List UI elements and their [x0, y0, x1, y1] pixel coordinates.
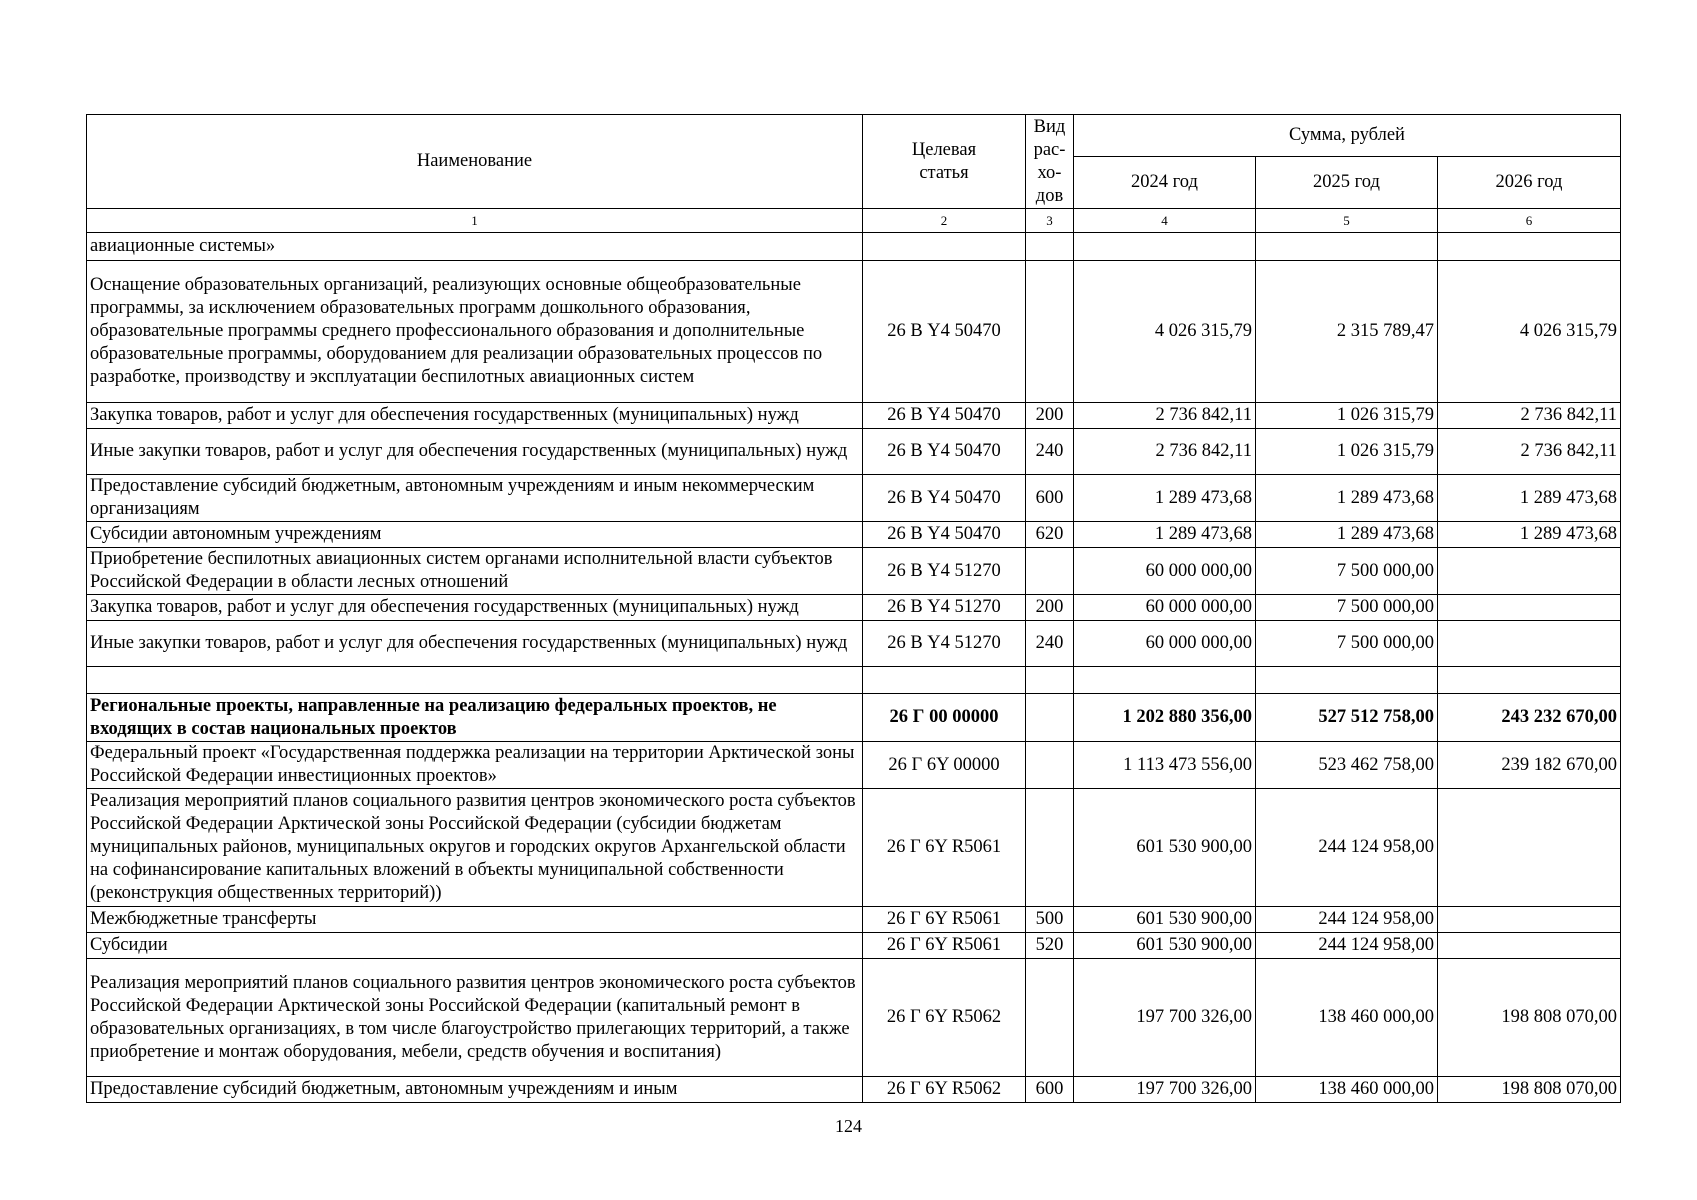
header-name: Наименование [87, 115, 863, 209]
row-target-article: 26 В Y4 50470 [863, 522, 1026, 548]
table-row [87, 522, 1621, 548]
row-sum-2026: 2 736 842,11 [1438, 429, 1621, 475]
row-name: Оснащение образовательных организаций, реализующих основные общеобразовательные программы, за исключением образовательных программ дошкольного образования, образовательные программы среднего профессионального образования и дополнительные образовательные программы, оборудованием для реализации образовательных процессов по разработке, производству и эксплуатации беспилотных авиационных систем [87, 261, 863, 403]
table-row [87, 742, 1621, 789]
row-sum-2024: 60 000 000,00 [1074, 595, 1256, 621]
row-target-article: 26 Г 6Y R5061 [863, 907, 1026, 933]
row-sum-2025 [1256, 233, 1438, 261]
row-sum-2025: 7 500 000,00 [1256, 595, 1438, 621]
row-sum-2026 [1438, 933, 1621, 959]
table-row [87, 907, 1621, 933]
table-row [87, 261, 1621, 403]
row-name: Закупка товаров, работ и услуг для обеспечения государственных (муниципальных) нужд [87, 595, 863, 621]
row-name: Реализация мероприятий планов социального развития центров экономического роста субъектов Российской Федерации Арктической зоны Российской Федерации (субсидии бюджетам муниципальных районов, муниципальных округов и городских округов Архангельской области на софинансирование капитальных вложений в объекты муниципальной собственности (реконструкция общественных территорий)) [87, 789, 863, 907]
table-row [87, 667, 1621, 694]
row-sum-2026 [1438, 595, 1621, 621]
row-name [87, 667, 863, 694]
row-target-article: 26 В Y4 50470 [863, 403, 1026, 429]
row-target-article: 26 Г 6Y R5062 [863, 1077, 1026, 1103]
row-sum-2025: 7 500 000,00 [1256, 621, 1438, 667]
row-target-article: 26 Г 6Y R5062 [863, 959, 1026, 1077]
header-target-line2: статья [919, 162, 969, 183]
row-expense-kind: 240 [1026, 621, 1074, 667]
row-sum-2024: 601 530 900,00 [1074, 933, 1256, 959]
table-row [87, 933, 1621, 959]
row-target-article: 26 В Y4 50470 [863, 429, 1026, 475]
row-sum-2024: 1 202 880 356,00 [1074, 694, 1256, 742]
row-sum-2025: 527 512 758,00 [1256, 694, 1438, 742]
row-sum-2025: 244 124 958,00 [1256, 789, 1438, 907]
row-sum-2025: 138 460 000,00 [1256, 959, 1438, 1077]
row-name: Межбюджетные трансферты [87, 907, 863, 933]
table-row [87, 621, 1621, 667]
row-sum-2024: 2 736 842,11 [1074, 403, 1256, 429]
row-sum-2024: 601 530 900,00 [1074, 907, 1256, 933]
row-sum-2024: 2 736 842,11 [1074, 429, 1256, 475]
row-expense-kind: 520 [1026, 933, 1074, 959]
table-row [87, 1077, 1621, 1103]
row-target-article [863, 233, 1026, 261]
row-target-article: 26 Г 6Y 00000 [863, 742, 1026, 789]
page-number: 124 [835, 1116, 862, 1136]
row-sum-2024 [1074, 233, 1256, 261]
row-expense-kind [1026, 959, 1074, 1077]
row-target-article: 26 Г 6Y R5061 [863, 933, 1026, 959]
row-sum-2025: 523 462 758,00 [1256, 742, 1438, 789]
row-expense-kind: 600 [1026, 1077, 1074, 1103]
row-target-article: 26 В Y4 51270 [863, 548, 1026, 595]
row-sum-2024: 60 000 000,00 [1074, 548, 1256, 595]
row-sum-2026: 2 736 842,11 [1438, 403, 1621, 429]
row-name: Региональные проекты, направленные на реализацию федеральных проектов, не входящих в состав национальных проектов [87, 694, 863, 742]
column-number: 2 [863, 209, 1026, 233]
row-sum-2024: 1 289 473,68 [1074, 522, 1256, 548]
budget-table [86, 114, 1621, 1103]
table-row [87, 403, 1621, 429]
row-sum-2026: 243 232 670,00 [1438, 694, 1621, 742]
row-expense-kind [1026, 694, 1074, 742]
row-name: Реализация мероприятий планов социального развития центров экономического роста субъектов Российской Федерации Арктической зоны Российской Федерации (капитальный ремонт в образовательных организациях, в том числе благоустройство прилегающих территорий, а также приобретение и монтаж оборудования, мебели, средств обучения и воспитания) [87, 959, 863, 1077]
column-number-row [87, 209, 1621, 233]
table-row [87, 233, 1621, 261]
header-year-2024: 2024 год [1074, 157, 1256, 209]
row-expense-kind: 620 [1026, 522, 1074, 548]
row-sum-2025: 1 289 473,68 [1256, 522, 1438, 548]
header-kind-line: дов [1035, 185, 1064, 206]
budget-table-container [86, 114, 1620, 1103]
row-sum-2026: 198 808 070,00 [1438, 1077, 1621, 1103]
header-target-article [863, 115, 1026, 209]
row-sum-2024: 197 700 326,00 [1074, 1077, 1256, 1103]
row-expense-kind [1026, 233, 1074, 261]
row-target-article: 26 Г 00 00000 [863, 694, 1026, 742]
row-sum-2024: 197 700 326,00 [1074, 959, 1256, 1077]
table-row [87, 694, 1621, 742]
row-sum-2026 [1438, 621, 1621, 667]
row-name: Субсидии автономным учреждениям [87, 522, 863, 548]
row-sum-2025: 244 124 958,00 [1256, 907, 1438, 933]
header-year-2025: 2025 год [1256, 157, 1438, 209]
row-expense-kind: 240 [1026, 429, 1074, 475]
row-sum-2026: 1 289 473,68 [1438, 522, 1621, 548]
row-target-article: 26 В Y4 50470 [863, 475, 1026, 522]
table-row [87, 475, 1621, 522]
row-name: Закупка товаров, работ и услуг для обеспечения государственных (муниципальных) нужд [87, 403, 863, 429]
row-name: Субсидии [87, 933, 863, 959]
column-number: 4 [1074, 209, 1256, 233]
row-sum-2025: 244 124 958,00 [1256, 933, 1438, 959]
row-name: Иные закупки товаров, работ и услуг для обеспечения государственных (муниципальных) нужд [87, 429, 863, 475]
table-body [87, 233, 1621, 1103]
column-number: 6 [1438, 209, 1621, 233]
row-sum-2026 [1438, 233, 1621, 261]
row-expense-kind: 500 [1026, 907, 1074, 933]
row-expense-kind: 200 [1026, 403, 1074, 429]
row-sum-2026 [1438, 789, 1621, 907]
row-expense-kind: 200 [1026, 595, 1074, 621]
row-sum-2025: 1 026 315,79 [1256, 403, 1438, 429]
table-row [87, 429, 1621, 475]
row-name: Иные закупки товаров, работ и услуг для обеспечения государственных (муниципальных) нужд [87, 621, 863, 667]
header-kind-line: Вид [1033, 116, 1066, 137]
header-sum: Сумма, рублей [1074, 115, 1621, 157]
row-sum-2025 [1256, 667, 1438, 694]
row-name: Предоставление субсидий бюджетным, автономным учреждениям и иным [87, 1077, 863, 1103]
row-target-article: 26 В Y4 50470 [863, 261, 1026, 403]
row-sum-2024: 1 113 473 556,00 [1074, 742, 1256, 789]
row-expense-kind [1026, 261, 1074, 403]
column-number: 1 [87, 209, 863, 233]
row-sum-2026: 1 289 473,68 [1438, 475, 1621, 522]
row-target-article: 26 В Y4 51270 [863, 621, 1026, 667]
row-sum-2024 [1074, 667, 1256, 694]
row-sum-2024: 601 530 900,00 [1074, 789, 1256, 907]
table-row [87, 789, 1621, 907]
header-target-line1: Целевая [911, 139, 977, 160]
row-sum-2026 [1438, 907, 1621, 933]
row-expense-kind: 600 [1026, 475, 1074, 522]
row-name: Предоставление субсидий бюджетным, автономным учреждениям и иным некоммерческим организациям [87, 475, 863, 522]
row-sum-2025: 7 500 000,00 [1256, 548, 1438, 595]
header-year-2026: 2026 год [1438, 157, 1621, 209]
row-sum-2026: 198 808 070,00 [1438, 959, 1621, 1077]
row-sum-2024: 1 289 473,68 [1074, 475, 1256, 522]
header-expense-kind [1026, 115, 1074, 209]
row-sum-2026 [1438, 548, 1621, 595]
row-expense-kind [1026, 667, 1074, 694]
row-sum-2025: 1 026 315,79 [1256, 429, 1438, 475]
row-sum-2026: 239 182 670,00 [1438, 742, 1621, 789]
table-row [87, 595, 1621, 621]
row-target-article [863, 667, 1026, 694]
column-number: 5 [1256, 209, 1438, 233]
row-target-article: 26 Г 6Y R5061 [863, 789, 1026, 907]
row-target-article: 26 В Y4 51270 [863, 595, 1026, 621]
row-sum-2024: 60 000 000,00 [1074, 621, 1256, 667]
row-expense-kind [1026, 742, 1074, 789]
row-sum-2026: 4 026 315,79 [1438, 261, 1621, 403]
column-number: 3 [1026, 209, 1074, 233]
row-sum-2024: 4 026 315,79 [1074, 261, 1256, 403]
row-sum-2025: 138 460 000,00 [1256, 1077, 1438, 1103]
row-name: Федеральный проект «Государственная поддержка реализации на территории Арктической зоны Российской Федерации инвестиционных проектов» [87, 742, 863, 789]
row-name: Приобретение беспилотных авиационных систем органами исполнительной власти субъектов Российской Федерации в области лесных отношений [87, 548, 863, 595]
row-expense-kind [1026, 548, 1074, 595]
header-kind-line: хо- [1037, 162, 1062, 183]
row-sum-2025: 1 289 473,68 [1256, 475, 1438, 522]
row-name: авиационные системы» [87, 233, 863, 261]
header-kind-line: рас- [1033, 139, 1066, 160]
row-expense-kind [1026, 789, 1074, 907]
table-row [87, 959, 1621, 1077]
row-sum-2026 [1438, 667, 1621, 694]
table-row [87, 548, 1621, 595]
row-sum-2025: 2 315 789,47 [1256, 261, 1438, 403]
